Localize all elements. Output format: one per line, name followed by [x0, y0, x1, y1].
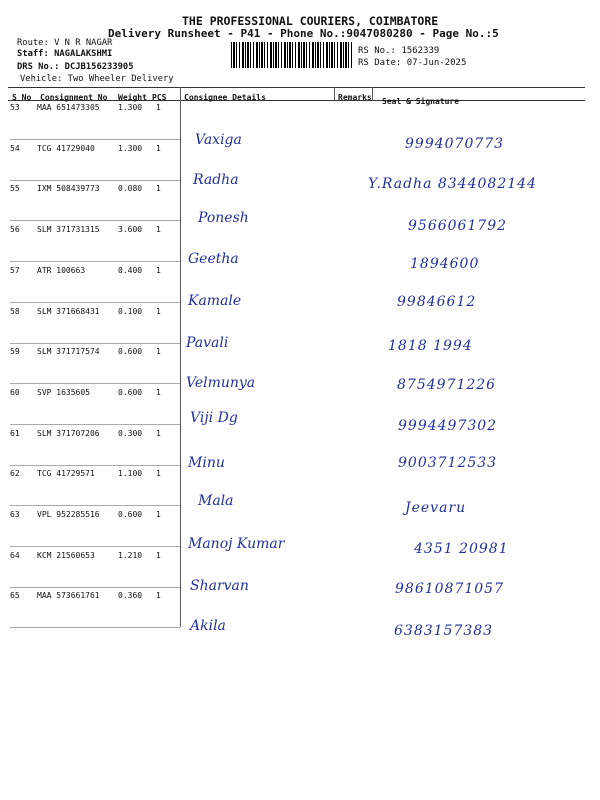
handwritten-consignee-name: Akila [190, 618, 226, 634]
row-rule [10, 180, 180, 181]
cell-pcs: 1 [156, 307, 161, 316]
col-seal: Seal & Signature [382, 97, 460, 106]
handwritten-phone-signature: 9994070773 [405, 136, 505, 152]
row-rule [10, 383, 180, 384]
cell-pcs: 1 [156, 469, 161, 478]
cell-weight: 0.360 [118, 591, 143, 600]
handwritten-consignee-name: Viji Dg [190, 410, 238, 426]
cell-pcs: 1 [156, 551, 161, 560]
seal-column-line [372, 87, 373, 101]
runsheet-title: Delivery Runsheet - P41 - Phone No.:9047080280 - Page No.:5 [108, 27, 499, 40]
cell-pcs: 1 [156, 347, 161, 356]
cell-pcs: 1 [156, 388, 161, 397]
cell-consignment: TCG 41729040 [37, 144, 95, 153]
cell-consignment: TCG 41729571 [37, 469, 95, 478]
cell-sno: 64 [10, 551, 20, 560]
col-consignment: Consignment No [40, 93, 108, 102]
row-rule [10, 424, 180, 425]
handwritten-consignee-name: Radha [193, 172, 239, 188]
cell-consignment: MAA 573661761 [37, 591, 100, 600]
cell-sno: 65 [10, 591, 20, 600]
cell-pcs: 1 [156, 429, 161, 438]
row-rule [10, 343, 180, 344]
handwritten-phone-signature: 1894600 [410, 256, 480, 272]
col-weight: Weight [118, 93, 147, 102]
row-rule [10, 302, 180, 303]
staff: Staff: NAGALAKSHMI [17, 49, 113, 59]
cell-sno: 55 [10, 184, 20, 193]
cell-consignment: SLM 371707206 [37, 429, 100, 438]
handwritten-phone-signature: 9003712533 [398, 455, 498, 471]
row-rule [10, 505, 180, 506]
barcode [231, 42, 353, 68]
cell-pcs: 1 [156, 144, 161, 153]
table-top-rule [8, 87, 585, 88]
col-pcs: PCS [152, 93, 167, 102]
col-consignee: Consignee Details [184, 93, 266, 102]
company-name: THE PROFESSIONAL COURIERS, COIMBATORE [182, 14, 439, 28]
row-rule [10, 587, 180, 588]
cell-consignment: IXM 508439773 [37, 184, 100, 193]
cell-weight: 0.100 [118, 307, 143, 316]
cell-sno: 62 [10, 469, 20, 478]
cell-weight: 3.600 [118, 225, 143, 234]
route: Route: V N R NAGAR [17, 38, 113, 48]
cell-consignment: MAA 651473305 [37, 103, 100, 112]
cell-sno: 57 [10, 266, 20, 275]
row-rule [10, 220, 180, 221]
consignee-column-line [180, 87, 181, 627]
cell-weight: 0.080 [118, 184, 143, 193]
handwritten-consignee-name: Sharvan [190, 578, 249, 594]
handwritten-consignee-name: Kamale [188, 293, 242, 309]
handwritten-consignee-name: Manoj Kumar [188, 536, 285, 552]
cell-pcs: 1 [156, 184, 161, 193]
handwritten-phone-signature: 8754971226 [397, 377, 497, 393]
cell-consignment: SLM 371668431 [37, 307, 100, 316]
handwritten-phone-signature: 1818 1994 [388, 338, 473, 354]
handwritten-consignee-name: Vaxiga [195, 132, 242, 148]
remarks-column-line [334, 87, 335, 101]
cell-weight: 1.300 [118, 144, 143, 153]
handwritten-consignee-name: Mala [198, 493, 234, 509]
cell-consignment: SVP 1635605 [37, 388, 90, 397]
cell-sno: 56 [10, 225, 20, 234]
handwritten-consignee-name: Velmunya [186, 375, 256, 391]
cell-weight: 0.600 [118, 388, 143, 397]
cell-consignment: SLM 371731315 [37, 225, 100, 234]
col-sno: S No [12, 93, 32, 102]
handwritten-phone-signature: 9566061792 [408, 218, 508, 234]
cell-weight: 0.600 [118, 510, 143, 519]
handwritten-phone-signature: Jeevaru [405, 500, 467, 516]
cell-weight: 1.300 [118, 103, 143, 112]
cell-weight: 0.600 [118, 347, 143, 356]
handwritten-phone-signature: Y.Radha 8344082144 [368, 176, 537, 192]
cell-consignment: KCM 21560653 [37, 551, 95, 560]
cell-consignment: ATR 100663 [37, 266, 86, 275]
cell-sno: 54 [10, 144, 20, 153]
row-rule [10, 627, 180, 628]
col-remarks: Remarks [338, 93, 372, 102]
cell-consignment: VPL 952285516 [37, 510, 100, 519]
cell-pcs: 1 [156, 225, 161, 234]
handwritten-consignee-name: Geetha [188, 251, 239, 267]
cell-consignment: SLM 371717574 [37, 347, 100, 356]
handwritten-phone-signature: 99846612 [397, 294, 477, 310]
cell-sno: 58 [10, 307, 20, 316]
cell-pcs: 1 [156, 266, 161, 275]
cell-sno: 63 [10, 510, 20, 519]
vehicle: Vehicle: Two Wheeler Delivery [20, 74, 174, 84]
cell-sno: 53 [10, 103, 20, 112]
row-rule [10, 261, 180, 262]
row-rule [10, 465, 180, 466]
handwritten-phone-signature: 4351 20981 [414, 541, 509, 557]
cell-pcs: 1 [156, 510, 161, 519]
row-rule [10, 139, 180, 140]
cell-weight: 1.100 [118, 469, 143, 478]
rs-date: RS Date: 07-Jun-2025 [358, 58, 467, 68]
cell-pcs: 1 [156, 591, 161, 600]
row-rule [10, 546, 180, 547]
cell-sno: 60 [10, 388, 20, 397]
handwritten-consignee-name: Pavali [186, 335, 229, 351]
cell-sno: 61 [10, 429, 20, 438]
cell-weight: 0.400 [118, 266, 143, 275]
cell-weight: 0.300 [118, 429, 143, 438]
rs-number: RS No.: 1562339 [358, 46, 440, 56]
handwritten-phone-signature: 9994497302 [398, 418, 498, 434]
cell-weight: 1.210 [118, 551, 143, 560]
handwritten-phone-signature: 98610871057 [395, 581, 504, 597]
cell-pcs: 1 [156, 103, 161, 112]
handwritten-consignee-name: Minu [188, 455, 225, 471]
drs-number: DRS No.: DCJB156233905 [17, 62, 134, 72]
handwritten-phone-signature: 6383157383 [394, 623, 494, 639]
cell-sno: 59 [10, 347, 20, 356]
handwritten-consignee-name: Ponesh [198, 210, 249, 226]
